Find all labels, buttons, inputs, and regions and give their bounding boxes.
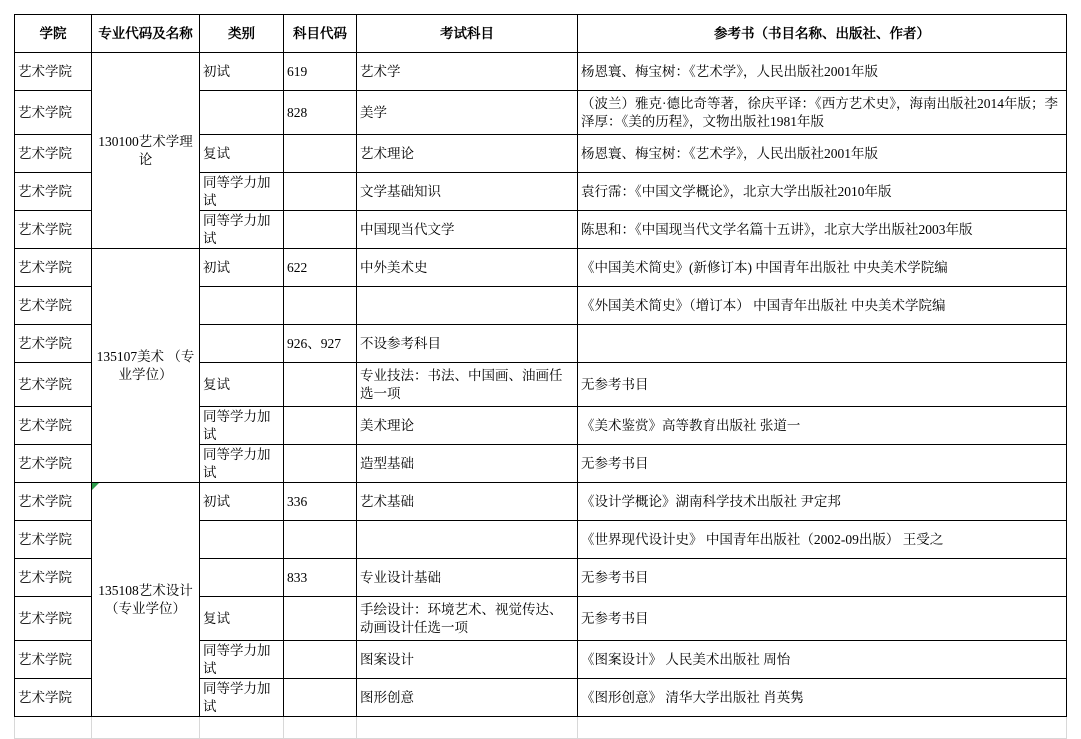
empty-row — [15, 717, 1067, 739]
subject-code-cell[interactable]: 833 — [284, 559, 357, 597]
college-cell[interactable]: 艺术学院 — [15, 445, 92, 483]
subject-code-cell[interactable] — [284, 597, 357, 641]
subject-code-cell[interactable]: 828 — [284, 91, 357, 135]
category-cell[interactable]: 初试 — [200, 249, 284, 287]
table-row — [15, 483, 1067, 521]
spreadsheet-area — [14, 14, 1067, 739]
subject-code-cell[interactable] — [284, 211, 357, 249]
category-cell[interactable]: 同等学力加试 — [200, 211, 284, 249]
reference-cell[interactable]: 杨恩寰、梅宝树：《艺术学》，人民出版社2001年版 — [578, 53, 1067, 91]
major-cell[interactable]: 130100艺术学理论 — [92, 53, 200, 249]
subject-code-cell[interactable] — [284, 521, 357, 559]
college-cell[interactable]: 艺术学院 — [15, 641, 92, 679]
exam-subject-cell[interactable]: 中国现当代文学 — [357, 211, 578, 249]
reference-cell[interactable]: （波兰）雅克·德比奇等著，徐庆平译：《西方艺术史》，海南出版社2014年版；李泽厚：《美的历程》，文物出版社1981年版 — [578, 91, 1067, 135]
college-cell[interactable]: 艺术学院 — [15, 363, 92, 407]
subject-code-cell[interactable] — [284, 407, 357, 445]
subject-code-cell[interactable] — [284, 287, 357, 325]
exam-subject-cell[interactable]: 艺术理论 — [357, 135, 578, 173]
college-cell[interactable]: 艺术学院 — [15, 211, 92, 249]
subject-code-cell[interactable] — [284, 641, 357, 679]
header-major-code-name[interactable]: 专业代码及名称 — [92, 15, 200, 53]
exam-subject-cell[interactable] — [357, 521, 578, 559]
category-cell[interactable]: 同等学力加试 — [200, 173, 284, 211]
exam-subject-cell[interactable]: 美术理论 — [357, 407, 578, 445]
category-cell[interactable]: 同等学力加试 — [200, 679, 284, 717]
exam-subject-cell[interactable]: 手绘设计：环境艺术、视觉传达、动画设计任选一项 — [357, 597, 578, 641]
reference-cell[interactable]: 《美术鉴赏》高等教育出版社 张道一 — [578, 407, 1067, 445]
reference-cell[interactable]: 陈思和：《中国现当代文学名篇十五讲》，北京大学出版社2003年版 — [578, 211, 1067, 249]
exam-subject-cell[interactable]: 专业设计基础 — [357, 559, 578, 597]
exam-subject-cell[interactable] — [357, 287, 578, 325]
category-cell[interactable]: 初试 — [200, 483, 284, 521]
exam-subject-cell[interactable]: 不设参考科目 — [357, 325, 578, 363]
college-cell[interactable]: 艺术学院 — [15, 521, 92, 559]
subject-code-cell[interactable] — [284, 445, 357, 483]
empty-cell[interactable] — [357, 717, 578, 739]
exam-subject-cell[interactable]: 图案设计 — [357, 641, 578, 679]
exam-subject-cell[interactable]: 艺术学 — [357, 53, 578, 91]
reference-books-table — [14, 14, 1067, 739]
college-cell[interactable]: 艺术学院 — [15, 135, 92, 173]
college-cell[interactable]: 艺术学院 — [15, 597, 92, 641]
category-cell[interactable]: 初试 — [200, 53, 284, 91]
subject-code-cell[interactable]: 336 — [284, 483, 357, 521]
empty-cell[interactable] — [578, 717, 1067, 739]
reference-cell[interactable]: 《设计学概论》湖南科学技术出版社 尹定邦 — [578, 483, 1067, 521]
reference-cell[interactable]: 无参考书目 — [578, 597, 1067, 641]
header-reference-books[interactable]: 参考书（书目名称、出版社、作者） — [578, 15, 1067, 53]
subject-code-cell[interactable] — [284, 173, 357, 211]
reference-cell[interactable]: 无参考书目 — [578, 445, 1067, 483]
reference-cell[interactable]: 无参考书目 — [578, 559, 1067, 597]
major-cell-with-flag-icon[interactable]: 135108艺术设计 （专业学位） — [92, 483, 200, 717]
reference-cell[interactable]: 《图形创意》 清华大学出版社 肖英隽 — [578, 679, 1067, 717]
reference-cell[interactable]: 无参考书目 — [578, 363, 1067, 407]
college-cell[interactable]: 艺术学院 — [15, 91, 92, 135]
reference-cell[interactable]: 杨恩寰、梅宝树：《艺术学》，人民出版社2001年版 — [578, 135, 1067, 173]
header-category[interactable]: 类别 — [200, 15, 284, 53]
category-cell[interactable]: 复试 — [200, 597, 284, 641]
subject-code-cell[interactable]: 619 — [284, 53, 357, 91]
college-cell[interactable]: 艺术学院 — [15, 559, 92, 597]
college-cell[interactable]: 艺术学院 — [15, 483, 92, 521]
college-cell[interactable]: 艺术学院 — [15, 407, 92, 445]
exam-subject-cell[interactable]: 造型基础 — [357, 445, 578, 483]
category-cell[interactable] — [200, 325, 284, 363]
exam-subject-cell[interactable]: 艺术基础 — [357, 483, 578, 521]
subject-code-cell[interactable] — [284, 679, 357, 717]
header-row — [15, 15, 1067, 53]
college-cell[interactable]: 艺术学院 — [15, 287, 92, 325]
college-cell[interactable]: 艺术学院 — [15, 173, 92, 211]
reference-cell[interactable]: 《中国美术简史》(新修订本) 中国青年出版社 中央美术学院编 — [578, 249, 1067, 287]
header-exam-subject[interactable]: 考试科目 — [357, 15, 578, 53]
empty-cell[interactable] — [284, 717, 357, 739]
table-body — [15, 53, 1067, 739]
empty-cell[interactable] — [15, 717, 92, 739]
exam-subject-cell[interactable]: 文学基础知识 — [357, 173, 578, 211]
reference-cell[interactable]: 《外国美术简史》（增订本） 中国青年出版社 中央美术学院编 — [578, 287, 1067, 325]
empty-cell[interactable] — [92, 717, 200, 739]
category-cell[interactable]: 同等学力加试 — [200, 445, 284, 483]
reference-cell[interactable]: 《世界现代设计史》 中国青年出版社（2002-09出版） 王受之 — [578, 521, 1067, 559]
category-cell[interactable]: 同等学力加试 — [200, 641, 284, 679]
header-subject-code[interactable]: 科目代码 — [284, 15, 357, 53]
subject-code-cell[interactable] — [284, 135, 357, 173]
major-cell[interactable]: 135107美术 （专业学位） — [92, 249, 200, 483]
header-college[interactable]: 学院 — [15, 15, 92, 53]
table-row — [15, 249, 1067, 287]
category-cell[interactable]: 同等学力加试 — [200, 407, 284, 445]
exam-subject-cell[interactable]: 美学 — [357, 91, 578, 135]
category-cell[interactable]: 复试 — [200, 363, 284, 407]
college-cell[interactable]: 艺术学院 — [15, 325, 92, 363]
category-cell[interactable]: 复试 — [200, 135, 284, 173]
category-cell[interactable] — [200, 91, 284, 135]
exam-subject-cell[interactable]: 中外美术史 — [357, 249, 578, 287]
reference-cell[interactable] — [578, 325, 1067, 363]
subject-code-cell[interactable]: 622 — [284, 249, 357, 287]
empty-cell[interactable] — [200, 717, 284, 739]
college-cell[interactable]: 艺术学院 — [15, 249, 92, 287]
college-cell[interactable]: 艺术学院 — [15, 679, 92, 717]
table-header — [15, 15, 1067, 53]
category-cell[interactable] — [200, 521, 284, 559]
table-row — [15, 53, 1067, 91]
subject-code-cell[interactable]: 926、927 — [284, 325, 357, 363]
exam-subject-cell[interactable]: 图形创意 — [357, 679, 578, 717]
category-cell[interactable] — [200, 287, 284, 325]
subject-code-cell[interactable] — [284, 363, 357, 407]
college-cell[interactable]: 艺术学院 — [15, 53, 92, 91]
reference-cell[interactable]: 《图案设计》 人民美术出版社 周怡 — [578, 641, 1067, 679]
exam-subject-cell[interactable]: 专业技法：书法、中国画、油画任选一项 — [357, 363, 578, 407]
category-cell[interactable] — [200, 559, 284, 597]
reference-cell[interactable]: 袁行霈：《中国文学概论》，北京大学出版社2010年版 — [578, 173, 1067, 211]
